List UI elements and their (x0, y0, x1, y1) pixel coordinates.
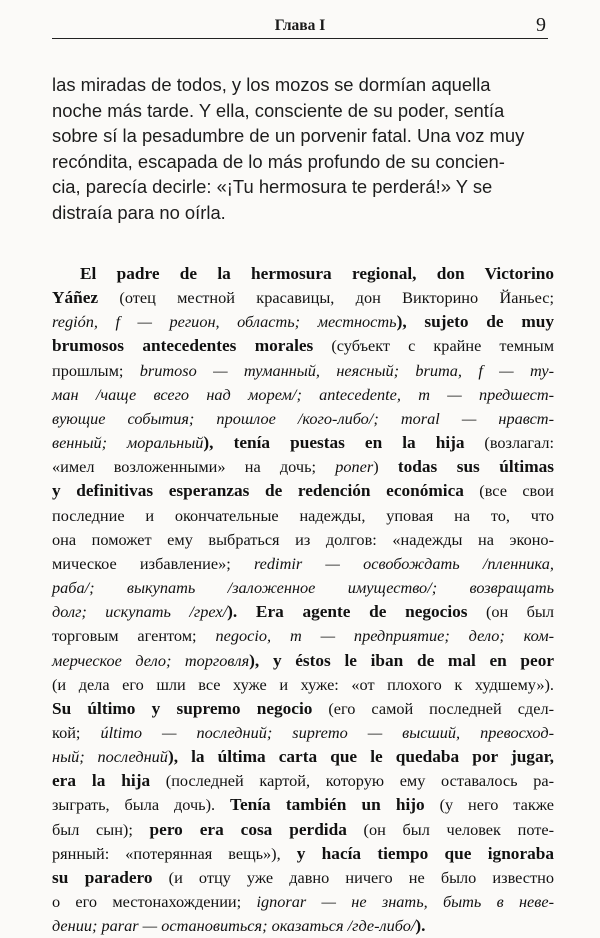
text-line (52, 262, 554, 286)
text-line (52, 286, 554, 310)
text-line (52, 552, 554, 576)
spanish-phrase: brumosos antecedentes morales (52, 336, 314, 356)
spanish-phrase: todas sus últimas (397, 457, 554, 477)
spanish-paragraph (52, 72, 552, 226)
translation: «имел возложенными» на дочь; (52, 457, 336, 477)
gloss: долг; искупать /грех/ (52, 602, 228, 622)
translation: зыграть, была дочь). (52, 795, 231, 815)
text-line (52, 624, 554, 648)
translation: прошлым; (52, 360, 140, 380)
spanish-phrase: era la hija (52, 771, 151, 791)
gloss: negocio, m — предприятие; дело; ком- (215, 626, 555, 646)
translation: (и дела его шли все хуже и хуже: «от плохого к худшему»). (52, 674, 554, 694)
text-line (52, 818, 554, 842)
translation: последние и окончательные надежды, уповая на то, что (52, 505, 554, 525)
punct: ) (373, 457, 398, 477)
spanish-phrase: Tenía también un hijo (230, 795, 425, 815)
text-line (52, 721, 554, 745)
text-line (52, 455, 554, 479)
text-line (52, 600, 554, 624)
spanish-phrase: y hacía tiempo que ignoraba (296, 843, 555, 863)
text-line (52, 310, 554, 334)
spanish-phrase: y definitivas esperanzas de redención económica (52, 481, 464, 501)
spanish-phrase: la última carta que le quedaba por jugar, (191, 747, 554, 767)
text-line: distraía para no oírla. (52, 201, 226, 223)
text-line (52, 407, 554, 431)
text-line (52, 359, 554, 383)
text-line (52, 649, 554, 673)
gloss: región, f — регион, область; местность (52, 312, 397, 332)
gloss: brumoso — туманный, неясный; bruma, f — ту- (139, 360, 554, 380)
spanish-phrase: su paradero (52, 867, 153, 887)
gloss: вующие события; прошлое /кого-либо/; moral — нравст- (52, 408, 554, 428)
gloss: ignorar — не знать, быть в неве- (256, 892, 554, 912)
spanish-phrase: y éstos le iban de mal en peor (272, 650, 555, 670)
punct: ), (167, 747, 192, 767)
punct: ). (415, 916, 426, 936)
text-line (52, 890, 554, 914)
text-line: recóndita, escapada de lo más profundo de su concien- (52, 150, 505, 172)
translation: о его местонахождении; (52, 892, 257, 912)
punct: ), (203, 433, 234, 453)
gloss: ный; последний (52, 747, 168, 767)
gloss: раба/; выкупать /заложенное имущество/; возвращать (52, 578, 554, 598)
translation: (он был (467, 602, 554, 622)
text-line (52, 383, 554, 407)
translation: (у него также (424, 795, 555, 815)
translation: был сын); (52, 819, 150, 839)
text-line (52, 842, 554, 866)
text-line (52, 528, 554, 552)
text-line (52, 431, 554, 455)
text-line (52, 673, 554, 697)
translation: (он был человек поте- (346, 819, 555, 839)
spanish-phrase: Su último y supremo negocio (52, 698, 313, 718)
text-line: sobre sí la pesadumbre de un porvenir fatal. Una voz muy (52, 125, 525, 147)
translation: рянный: «потерянная вещь»), (52, 843, 297, 863)
spanish-phrase: El padre de la hermosura regional, don Victorino (80, 264, 554, 283)
text-line (52, 793, 554, 817)
spanish-phrase: sujeto de muy (424, 312, 554, 332)
gloss: poner (335, 457, 374, 477)
translation: (его самой последней сдел- (312, 698, 554, 718)
text-line (52, 334, 554, 358)
annotated-paragraph (52, 262, 554, 938)
text-line (52, 866, 554, 890)
gloss: último — последний; supremo — высший, превосход- (100, 722, 555, 742)
punct: ). (227, 602, 256, 622)
text-line (52, 697, 554, 721)
text-line (52, 576, 554, 600)
gloss: мерческое дело; торговля (52, 650, 250, 670)
gloss: redimir — освобождать /пленника, (253, 553, 554, 573)
spanish-phrase: Yáñez (52, 288, 99, 308)
translation: она поможет ему выбраться из долгов: «надежды на эконо- (52, 529, 554, 549)
translation: (все свои (463, 481, 554, 501)
spanish-phrase: pero era cosa perdida (149, 819, 347, 839)
translation: (и отцу уже давно ничего не было известно (152, 867, 554, 887)
translation: (субъект с крайне темным (313, 336, 554, 356)
text-line (52, 769, 554, 793)
text-line (52, 504, 554, 528)
text-line (52, 745, 554, 769)
gloss: ман /чаще всего над морем/; antecedente, m — предшест- (52, 384, 554, 404)
translation: кой; (52, 722, 101, 742)
text-line: noche más tarde. Y ella, consciente de su poder, sentía (52, 99, 505, 121)
chapter-title: Глава I (274, 17, 326, 34)
translation: (последней картой, которую ему оставалось ра- (150, 771, 554, 791)
spanish-phrase: Era agente de negocios (255, 602, 468, 622)
page-number: 9 (536, 14, 546, 36)
spanish-phrase: tenía puestas en la hija (233, 433, 465, 453)
gloss: венный; моральный (52, 433, 204, 453)
text-line (52, 914, 554, 938)
translation: (возлагал: (464, 433, 555, 453)
translation: торговым агентом; (52, 626, 216, 646)
punct: ), (249, 650, 273, 670)
punct: ), (396, 312, 425, 332)
text-line: las miradas de todos, y los mozos se dormían aquella (52, 74, 491, 95)
text-line (52, 479, 554, 503)
translation: мическое избавление»; (52, 553, 254, 573)
gloss: дении; parar — остановиться; оказаться /где-либо/ (52, 916, 416, 936)
translation: (отец местной красавицы, дон Викторино Йаньес; (98, 288, 554, 308)
text-line: cia, parecía decirle: «¡Tu hermosura te perderá!» Y se (52, 176, 493, 198)
running-header (52, 14, 548, 39)
